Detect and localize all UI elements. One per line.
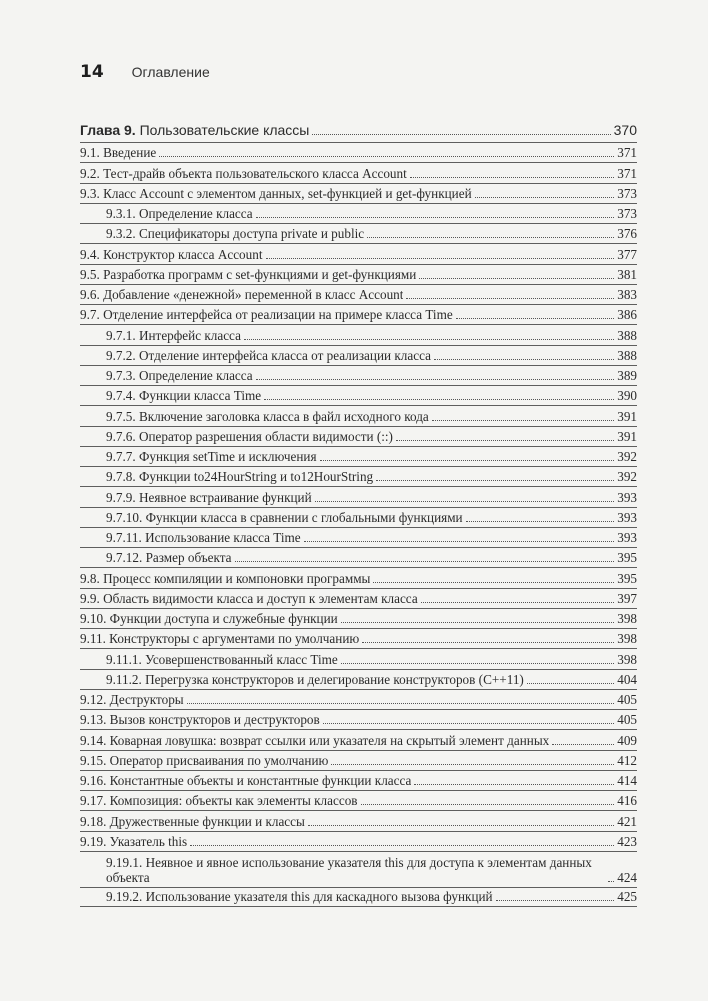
toc-entry-title: 9.7.5. Включение заголовка класса в файл исходного кода [106,408,429,424]
dot-leader [323,723,614,724]
toc-entry-title: 9.13. Вызов конструкторов и деструкторов [80,712,320,728]
toc-entry [80,385,637,405]
dot-leader [341,622,615,623]
toc-entry-title: 9.7.10. Функции класса в сравнении с глобальными функциями [106,509,463,525]
toc-entry-title: 9.19.1. Неявное и явное использование указателя this для доступа к элементам данных объекта [106,855,592,885]
toc-entry-page: 412 [617,752,637,768]
running-head: Оглавление [131,64,210,80]
toc-entry-title: 9.15. Оператор присваивания по умолчанию [80,752,329,768]
toc-entry-title: 9.14. Коварная ловушка: возврат ссылки или указателя на скрытый элемент данных [80,732,550,748]
dot-leader [419,278,614,279]
toc-entry [80,567,637,587]
toc-entry [80,851,637,887]
toc-entry [80,648,637,668]
toc-entry-page: 391 [617,408,637,424]
toc-entry-title: 9.18. Дружественные функции и классы [80,813,305,829]
toc-entry [80,365,637,385]
toc-entry-page: 393 [617,509,637,525]
toc-entry-page: 371 [617,165,637,181]
dot-leader [421,602,615,603]
toc-entry-page: 393 [617,489,637,505]
toc-entry-page: 416 [617,793,637,809]
toc-entry-title: 9.11.1. Усовершенствованный класс Time [106,651,338,667]
toc-entry-page: 371 [617,145,637,161]
toc-entry-page: 388 [617,327,637,343]
dot-leader [362,642,614,643]
toc-entry-title: 9.9. Область видимости класса и доступ к элементам класса [80,590,418,606]
dot-leader [320,460,615,461]
toc-entry-page: 405 [617,712,637,728]
toc-entry-page: 389 [617,368,637,383]
toc-entry-title: 9.12. Деструкторы [80,692,184,707]
dot-leader [266,258,615,259]
table-of-contents [80,113,637,907]
toc-entry-title: 9.19. Указатель this [80,833,188,849]
toc-entry-page: 373 [617,206,637,221]
toc-entry [80,243,637,263]
toc-entry [80,203,637,223]
toc-chapter-entry [80,113,637,142]
toc-entry [80,446,637,466]
dot-leader [159,156,614,157]
dot-leader [341,663,614,664]
toc-entry-page: 376 [617,226,637,242]
toc-entry [80,162,637,182]
chapter-page: 370 [613,122,637,138]
toc-entry [80,547,637,567]
toc-entry-page: 391 [617,428,637,444]
page-number: 14 [80,62,104,82]
toc-entry-page: 395 [617,550,637,566]
dot-leader [608,881,614,882]
toc-entry-title: 9.7.1. Интерфейс класса [106,327,241,343]
toc-entry [80,770,637,790]
dot-leader [414,784,614,785]
dot-leader [376,480,614,481]
dot-leader [256,379,615,380]
toc-entry-title: 9.7.9. Неявное встраивание функций [106,489,312,505]
dot-leader [496,900,615,901]
toc-entry-title: 9.19.2. Использование указателя this для каскадного вызова функций [106,889,493,905]
toc-entry [80,183,637,203]
dot-leader [410,177,614,178]
toc-entry [80,887,637,907]
dot-leader [308,825,614,826]
toc-entry [80,284,637,304]
toc-entry [80,507,637,527]
toc-entry-page: 390 [617,388,637,404]
toc-entry-page: 388 [617,347,637,363]
dot-leader [373,582,614,583]
toc-entry-page: 423 [617,833,637,849]
dot-leader [235,561,615,562]
toc-entry-page: 377 [617,246,637,262]
toc-entry [80,689,637,709]
toc-entry [80,709,637,729]
toc-entry [80,304,637,324]
toc-entry-page: 398 [617,631,637,647]
toc-entry-title: 9.11. Конструкторы с аргументами по умолчанию [80,631,360,647]
toc-entry [80,810,637,830]
toc-entry-title: 9.7. Отделение интерфейса от реализации на примере класса Time [80,307,453,323]
toc-entry [80,628,637,648]
dot-leader [361,804,615,805]
toc-entry [80,790,637,810]
toc-entry [80,405,637,425]
toc-entry-page: 398 [617,611,637,626]
toc-entry-page: 383 [617,287,637,302]
toc-entry [80,527,637,547]
toc-entry-page: 398 [617,651,637,667]
chapter-heading [80,123,309,138]
toc-entry-title: 9.7.12. Размер объекта [106,550,232,566]
toc-entry-page: 373 [617,185,637,201]
toc-entry-title: 9.5. Разработка программ с set-функциями и get-функциями [80,266,417,282]
toc-entry-page: 414 [617,773,637,788]
toc-entry [80,729,637,749]
toc-entry [80,466,637,486]
dot-leader [396,440,614,441]
toc-entry-title: 9.7.2. Отделение интерфейса класса от реализации класса [106,347,431,363]
dot-leader [367,237,614,238]
dot-leader [256,217,615,218]
dot-leader [552,744,614,745]
dot-leader [527,683,614,684]
toc-entry-title: 9.7.11. Использование класса Time [106,530,301,545]
toc-entry-title: 9.7.6. Оператор разрешения области видимости (::) [106,428,393,444]
toc-entry-page: 409 [617,732,637,748]
toc-entry [80,324,637,344]
toc-entry [80,142,637,162]
toc-entry [80,264,637,284]
dot-leader [456,318,615,319]
chapter-label: Глава 9. [80,123,136,138]
dot-leader [315,501,615,502]
toc-entry-title: 9.11.2. Перегрузка конструкторов и делегирование конструкторов (C++11) [106,671,524,687]
dot-leader [190,845,614,846]
toc-entry-title: 9.6. Добавление «денежной» переменной в класс Account [80,287,404,302]
toc-entry-page: 425 [617,889,637,905]
toc-entry [80,486,637,506]
dot-leader [466,521,615,522]
toc-entry-page: 392 [617,449,637,464]
dot-leader [312,134,610,135]
dot-leader [264,399,614,400]
toc-entry-title: 9.17. Композиция: объекты как элементы классов [80,793,358,809]
page-header [80,62,210,82]
toc-entry [80,426,637,446]
toc-entry-page: 421 [617,813,637,829]
toc-entry-page: 424 [617,870,637,885]
toc-entry-title: 9.2. Тест-драйв объекта пользовательского класса Account [80,165,407,181]
toc-entry-page: 386 [617,307,637,323]
toc-entry [80,669,637,689]
dot-leader [244,339,614,340]
toc-entry-page: 397 [617,590,637,606]
toc-entry [80,831,637,851]
toc-entry-title: 9.3. Класс Account с элементом данных, set-функцией и get-функцией [80,185,472,201]
dot-leader [406,298,614,299]
chapter-title: Пользовательские классы [139,123,310,138]
toc-entry-page: 392 [617,469,637,485]
toc-entry-title: 9.7.3. Определение класса [106,368,253,383]
toc-entry-page: 404 [617,671,637,687]
toc-entry-title: 9.7.8. Функции to24HourString и to12HourString [106,469,374,485]
toc-entry [80,223,637,243]
dot-leader [331,764,614,765]
toc-entry-title: 9.7.7. Функция setTime и исключения [106,449,317,464]
toc-entry-title: 9.8. Процесс компиляции и компоновки программы [80,570,371,586]
toc-entry-title: 9.16. Константные объекты и константные функции класса [80,773,412,788]
toc-entry-page: 395 [617,570,637,586]
dot-leader [304,541,615,542]
toc-entry-title: 9.1. Введение [80,145,157,161]
dot-leader [432,420,614,421]
toc-entry [80,608,637,628]
toc-entry-title: 9.4. Конструктор класса Account [80,246,263,262]
toc-entry [80,345,637,365]
toc-entry-title: 9.7.4. Функции класса Time [106,388,262,404]
dot-leader [475,197,615,198]
toc-entry [80,588,637,608]
toc-entry-title: 9.3.2. Спецификаторы доступа private и public [106,226,365,242]
toc-entry-page: 405 [617,692,637,707]
toc-entry [80,750,637,770]
toc-entry-title: 9.10. Функции доступа и служебные функции [80,611,338,626]
toc-entry-page: 393 [617,530,637,545]
toc-entry-page: 381 [617,266,637,282]
toc-entry-title: 9.3.1. Определение класса [106,206,253,221]
dot-leader [187,703,615,704]
dot-leader [434,359,614,360]
